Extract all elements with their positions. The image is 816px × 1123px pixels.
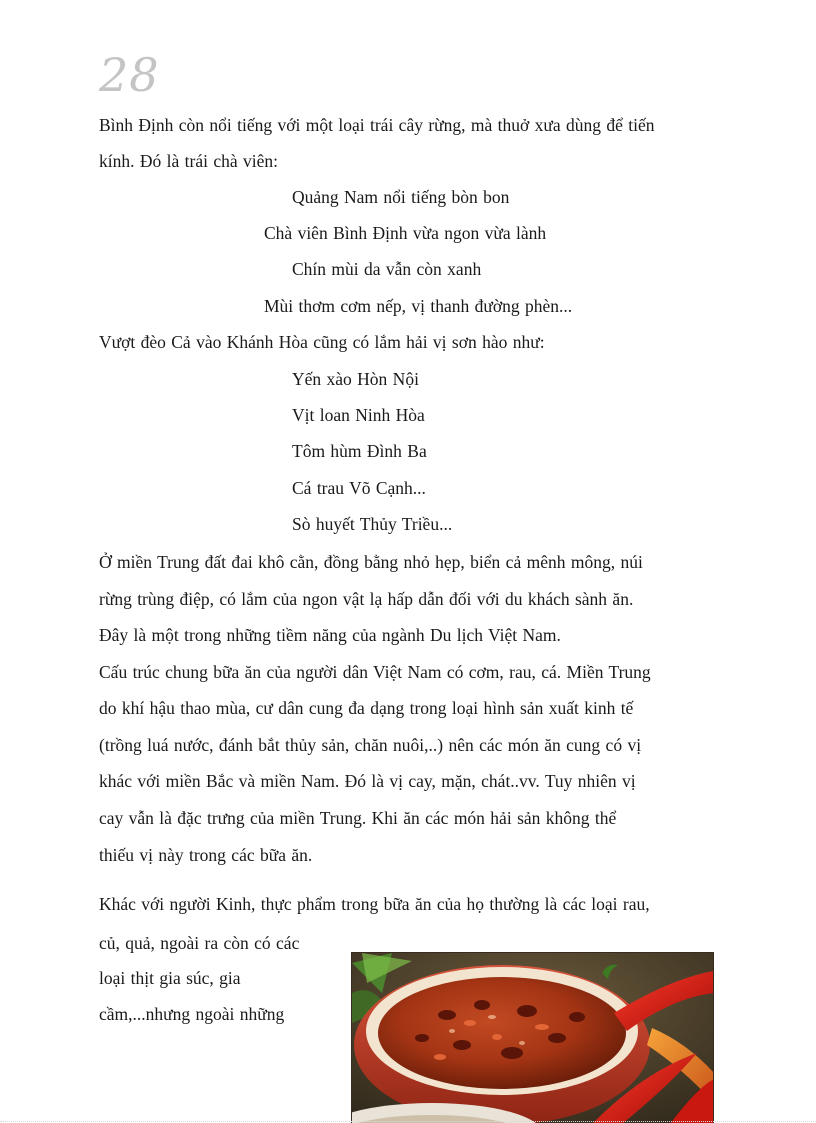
paragraph-line: Khác với người Kinh, thực phẩm trong bữa ăn của họ thường là các loại rau,	[99, 894, 650, 914]
specialty-item: Cá trau Võ Cạnh...	[292, 478, 426, 498]
paragraph-line: rừng trùng điệp, có lắm của ngon vật lạ hấp dẫn đối với du khách sành ăn.	[99, 589, 634, 609]
chili-dish-illustration	[352, 953, 714, 1123]
specialty-item: Yến xào Hòn Nội	[292, 369, 419, 389]
paragraph-line: cay vẫn là đặc trưng của miền Trung. Khi ăn các món hải sản không thể	[99, 808, 617, 828]
paragraph-line: (trồng luá nước, đánh bắt thủy sản, chăn nuôi,..) nên các món ăn cung có vị	[99, 735, 642, 755]
page-bottom-divider	[0, 1121, 816, 1122]
paragraph-line: Vượt đèo Cả vào Khánh Hòa cũng có lắm hải vị sơn hào như:	[99, 332, 545, 352]
poem-line: Chín mùi da vẫn còn xanh	[292, 259, 482, 279]
paragraph-line: loại thịt gia súc, gia	[99, 968, 241, 988]
poem-line: Mùi thơm cơm nếp, vị thanh đường phèn...	[264, 296, 573, 316]
poem-line: Quảng Nam nổi tiếng bòn bon	[292, 187, 510, 207]
paragraph-line: Bình Định còn nổi tiếng với một loại trái cây rừng, mà thuở xưa dùng để tiến	[99, 115, 655, 135]
poem-line: Chà viên Bình Định vừa ngon vừa lành	[264, 223, 547, 243]
chili-dish-photo	[351, 952, 714, 1123]
paragraph-line: Ở miền Trung đất đai khô cằn, đồng bằng nhỏ hẹp, biển cả mênh mông, núi	[99, 552, 643, 572]
paragraph-line: Đây là một trong những tiềm năng của ngành Du lịch Việt Nam.	[99, 625, 561, 645]
paragraph-line: kính. Đó là trái chà viên:	[99, 151, 278, 171]
paragraph-line: khác với miền Bắc và miền Nam. Đó là vị cay, mặn, chát..vv. Tuy nhiên vị	[99, 771, 636, 791]
paragraph-line: cầm,...nhưng ngoài những	[99, 1004, 285, 1024]
paragraph-line: củ, quả, ngoài ra còn có các	[99, 933, 300, 953]
specialty-item: Vịt loan Ninh Hòa	[292, 405, 425, 425]
page-number: 28	[99, 48, 160, 102]
paragraph-line: do khí hậu thao mùa, cư dân cung đa dạng trong loại hình sản xuất kinh tế	[99, 698, 634, 718]
paragraph-line: thiếu vị này trong các bữa ăn.	[99, 845, 313, 865]
specialty-item: Tôm hùm Đình Ba	[292, 441, 427, 461]
paragraph-line: Cấu trúc chung bữa ăn của người dân Việt Nam có cơm, rau, cá. Miền Trung	[99, 662, 651, 682]
specialty-item: Sò huyết Thủy Triều...	[292, 514, 453, 534]
